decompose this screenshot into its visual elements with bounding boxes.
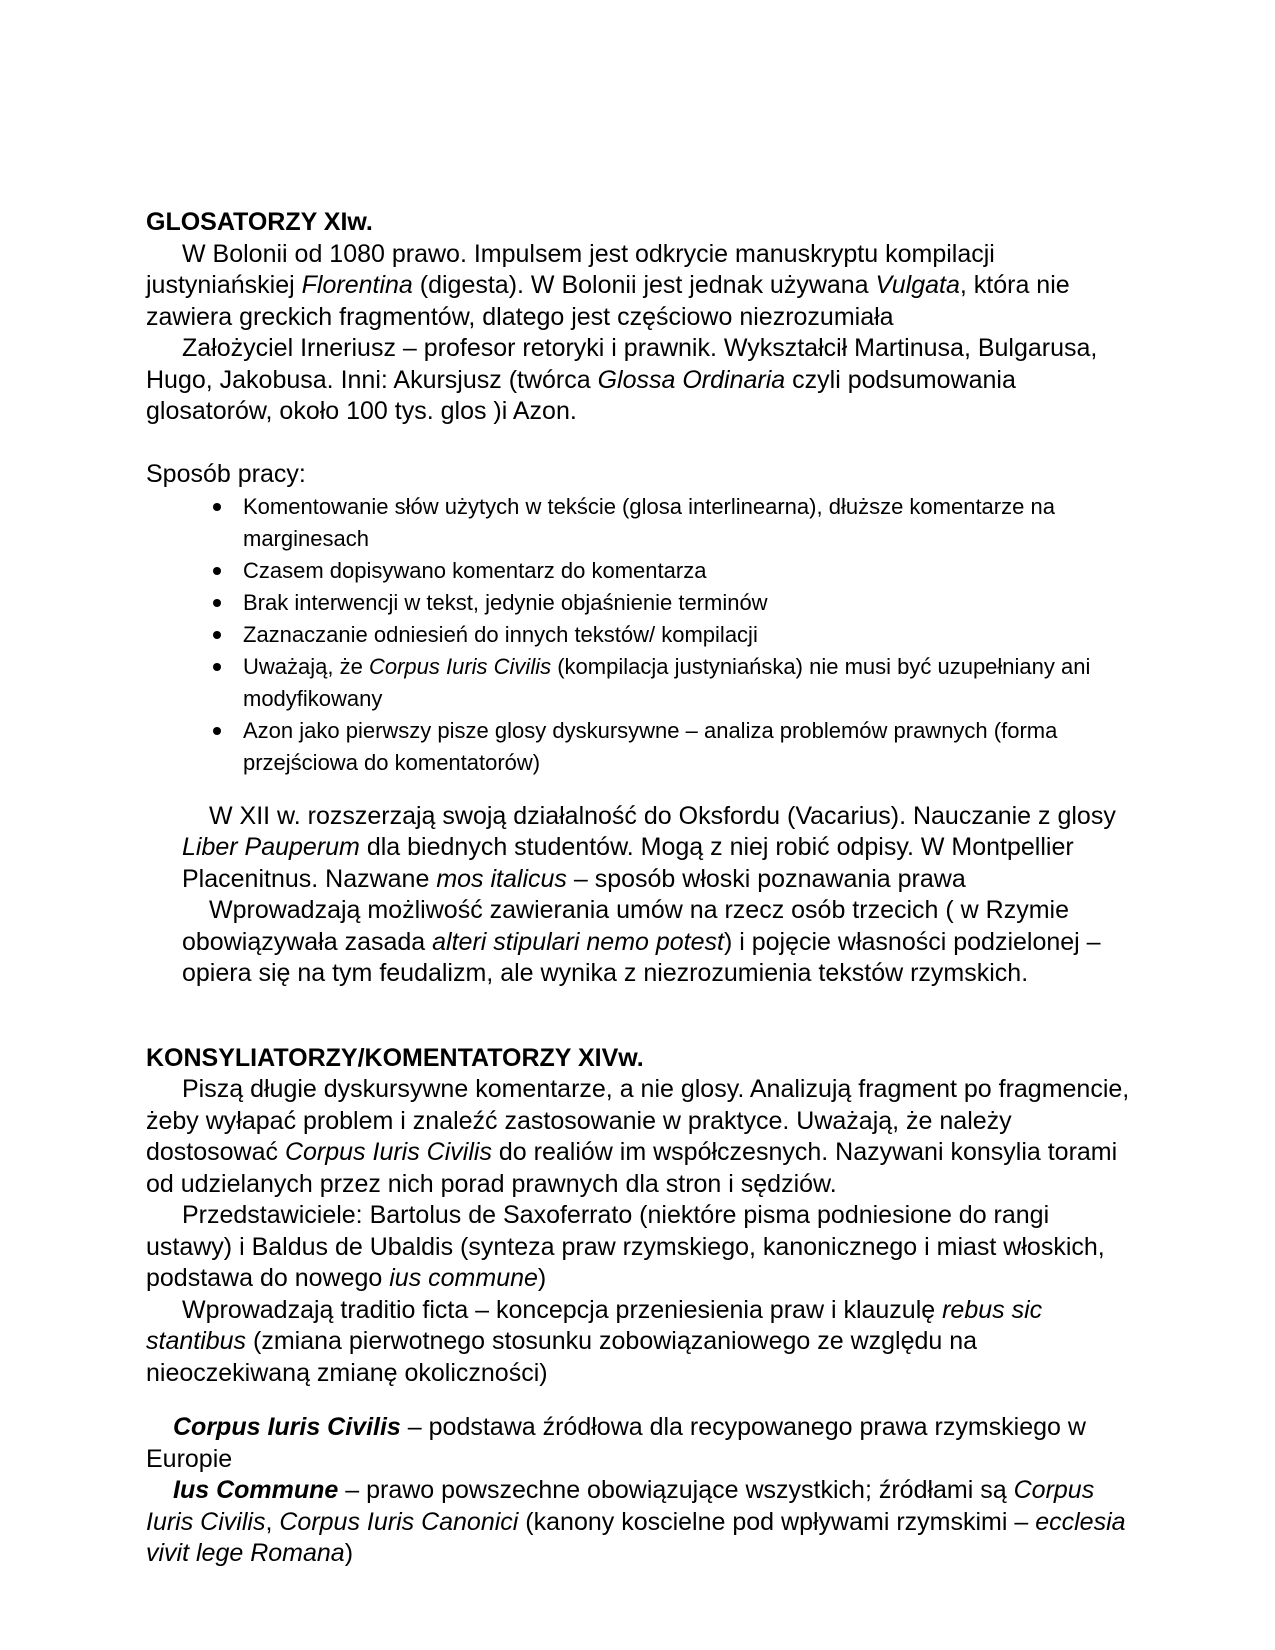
definitions-block [146, 1412, 1130, 1570]
text-run: czyli podsumowania glosatorów, około 100 tys. glos )i Azon. [146, 365, 1016, 425]
text-run: Piszą długie dyskursywne komentarze, a nie glosy. Analizują fragment po fragmencie, żeby wyłapać problem i znaleźć zastosowanie w praktyce. Uważają, że należy dostosować [146, 1075, 1130, 1166]
paragraph-expansion [182, 801, 1145, 896]
work-method-list [146, 491, 1175, 779]
styled-text-run: alteri stipulari nemo potest [432, 927, 724, 956]
text-run: Założyciel Irneriusz – profesor retoryki i prawnik. Wykształcił Martinusa, Bulgarusa, Hugo, Jakobusa. Inni: Akursjusz (twórca [146, 334, 1098, 394]
list-item [243, 555, 1175, 587]
text-run: Brak interwencji w tekst, jedynie objaśnienie terminów [243, 589, 768, 615]
text-run: (kanony koscielne pod wpływami rzymskimi – [518, 1507, 1036, 1536]
section-heading-glosatorzy: GLOSATORZY XIw. [146, 208, 373, 236]
text-run: (zmiana pierwotnego stosunku zobowiązaniowego ze względu na nieoczekiwaną zmianę okoliczności) [146, 1327, 978, 1387]
styled-text-run: Corpus Iuris Civilis [368, 653, 552, 679]
text-run: (digesta). W Bolonii jest jednak używana [412, 271, 876, 299]
styled-text-run: mos italicus [436, 864, 567, 893]
text-run: Komentowanie słów użytych w tekście (glosa interlinearna), dłuższe komentarze na marginesach [243, 493, 1055, 551]
paragraph-representatives [146, 1200, 1130, 1295]
styled-text-run: Glossa Ordinaria [597, 365, 786, 394]
styled-text-run: rebus sic stantibus [146, 1295, 1043, 1355]
text-run: Czasem dopisywano komentarz do komentarza [243, 557, 707, 583]
text-run: Uważają, że [243, 653, 369, 679]
text-run: Azon jako pierwszy pisze glosy dyskursywne – analiza problemów prawnych (forma przejściowa do komentatorów) [243, 717, 1058, 775]
text-run: Wprowadzają możliwość zawierania umów na rzecz osób trzecich ( w Rzymie obowiązywała zasada [182, 896, 1069, 956]
list-item [243, 651, 1175, 715]
text-run: Przedstawiciele: Bartolus de Saxoferrato (niektóre pisma podniesione do rangi ustawy) i Baldus de Ubaldis (synteza praw rzymskiego, kanonicznego i miast włoskich, podstawa do nowego [146, 1201, 1105, 1292]
styled-text-run: Corpus Iuris Canonici [279, 1507, 519, 1536]
text-run: ) [344, 1539, 354, 1567]
text-run: (kompilacja justyniańska) nie musi być uzupełniany ani modyfikowany [243, 653, 1091, 711]
styled-text-run: Liber Pauperum [182, 833, 360, 861]
text-run: do realiów im współczesnych. Nazywani konsylia torami od udzielanych przez nich porad prawnych dla stron i sędziów. [146, 1138, 1118, 1198]
work-method-label: Sposób pracy: [146, 460, 306, 488]
text-run: Wprowadzają traditio ficta – koncepcja przeniesienia praw i klauzulę [182, 1295, 943, 1324]
list-item [243, 491, 1175, 555]
styled-text-run: Vulgata [875, 271, 960, 299]
list-item [243, 587, 1175, 619]
paragraph-traditio [146, 1295, 1130, 1390]
text-run: – prawo powszechne obowiązujące wszystkich; źródłami są [338, 1476, 1014, 1504]
paragraph-bologna [146, 239, 1130, 334]
styled-text-run: Florentina [301, 271, 413, 299]
styled-text-run: Ius Commune [173, 1476, 339, 1504]
section-heading-konsyliatorzy: KONSYLIATORZY/KOMENTATORZY XIVw. [146, 1043, 644, 1072]
text-run: ) i pojęcie własności podzielonej – opiera się na tym feudalizm, ale wynika z niezrozumienia tekstów rzymskich. [182, 927, 1101, 987]
paragraph-founder [146, 333, 1130, 428]
list-item [243, 619, 1175, 651]
text-run: W XII w. rozszerzają swoją działalność do Oksfordu (Vacarius). Nauczanie z glosy [209, 801, 1116, 830]
text-run: ) [537, 1264, 547, 1292]
expansion-block [182, 801, 1145, 990]
definition-ius-commune [146, 1475, 1130, 1570]
styled-text-run: Corpus Iuris Civilis [284, 1138, 492, 1166]
paragraph-commentaries [146, 1074, 1130, 1200]
paragraph-contracts [182, 895, 1145, 990]
text-run: , [265, 1507, 280, 1536]
text-run: dla biednych studentów. Mogą z niej robić odpisy. W Montpellier Placenitnus. Nazwane [182, 833, 1074, 893]
styled-text-run: ius commune [389, 1264, 538, 1292]
page-content [146, 207, 1130, 1570]
list-item [243, 715, 1175, 779]
text-run: W Bolonii od 1080 prawo. Impulsem jest odkrycie manuskryptu kompilacji justyniańskiej [146, 239, 995, 299]
definition-corpus-iuris-civilis [146, 1412, 1130, 1475]
text-run: Zaznaczanie odniesień do innych tekstów/ kompilacji [243, 621, 758, 647]
styled-text-run: Corpus Iuris Civilis [173, 1413, 401, 1441]
text-run: – sposób włoski poznawania prawa [566, 864, 966, 893]
text-run: – podstawa źródłowa dla recypowanego prawa rzymskiego w Europie [146, 1413, 1086, 1473]
styled-text-run: Corpus Iuris Civilis [146, 1476, 1095, 1536]
text-run: , która nie zawiera greckich fragmentów, dlatego jest częściowo niezrozumiała [146, 271, 1070, 331]
styled-text-run: ecclesia vivit lege Romana [146, 1507, 1126, 1567]
